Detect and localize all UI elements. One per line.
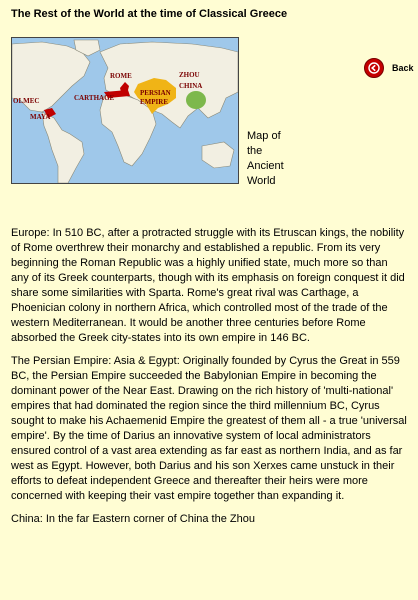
paragraph-china: China: In the far Eastern corner of China the Zhou bbox=[11, 513, 255, 525]
map-label-maya: MAYA bbox=[30, 113, 51, 121]
map-label-zhou: ZHOU bbox=[179, 71, 200, 79]
map-label-olmec: OLMEC bbox=[13, 97, 40, 105]
article-content bbox=[11, 226, 408, 535]
page-title: The Rest of the World at the time of Classical Greece bbox=[11, 8, 288, 20]
ancient-world-map bbox=[11, 37, 239, 184]
back-arrow-icon[interactable] bbox=[364, 58, 384, 78]
map-label-carthage: CARTHAGE bbox=[74, 94, 115, 102]
paragraph-europe: Europe: In 510 BC, after a protracted struggle with its Etruscan kings, the nobility of Rome overthrew their monarchy and established a republic. From its very beginning the Roman Republic was a highly unified state, much more so than any of its Greek counterparts, though with its emphasis on foreign conquest it did share some similarities with Sparta. Rome's great rival was Carthage, a Phoenician colony in northern Africa, which controlled most of the trade of the western Mediterranean. It would be another three centuries before Rome absorbed the Greek city-states into its own empire in 146 BC. bbox=[11, 227, 405, 344]
back-label: Back bbox=[392, 63, 414, 73]
map-label-rome: ROME bbox=[110, 72, 132, 80]
paragraph-persian-empire: The Persian Empire: Asia & Egypt: Originally founded by Cyrus the Great in 559 BC, the Persian Empire succeeded the Babylonian Empire in becoming the dominant power of the Near East. Drawing on the rich history of 'multi-national' empires that had dominated the region since the third millennium BC, Cyrus sought to make his Achaemenid Empire the greatest of them all - a true 'universal empire'. By the time of Darius an innovative system of local administrators ensured control of a vast area extending as far east as northern India, and as far west as Egypt. However, both Darius and his son Xerxes came unstuck in their efforts to defeat independent Greece and thereafter their heirs were more concerned with keeping their vast empire together than expanding it. bbox=[11, 355, 407, 502]
map-caption: Map of the Ancient World bbox=[247, 130, 284, 187]
back-button[interactable] bbox=[364, 58, 414, 78]
map-label-china: CHINA bbox=[179, 82, 203, 90]
map-label-empire: EMPIRE bbox=[140, 98, 168, 106]
map-label-persian: PERSIAN bbox=[140, 89, 171, 97]
